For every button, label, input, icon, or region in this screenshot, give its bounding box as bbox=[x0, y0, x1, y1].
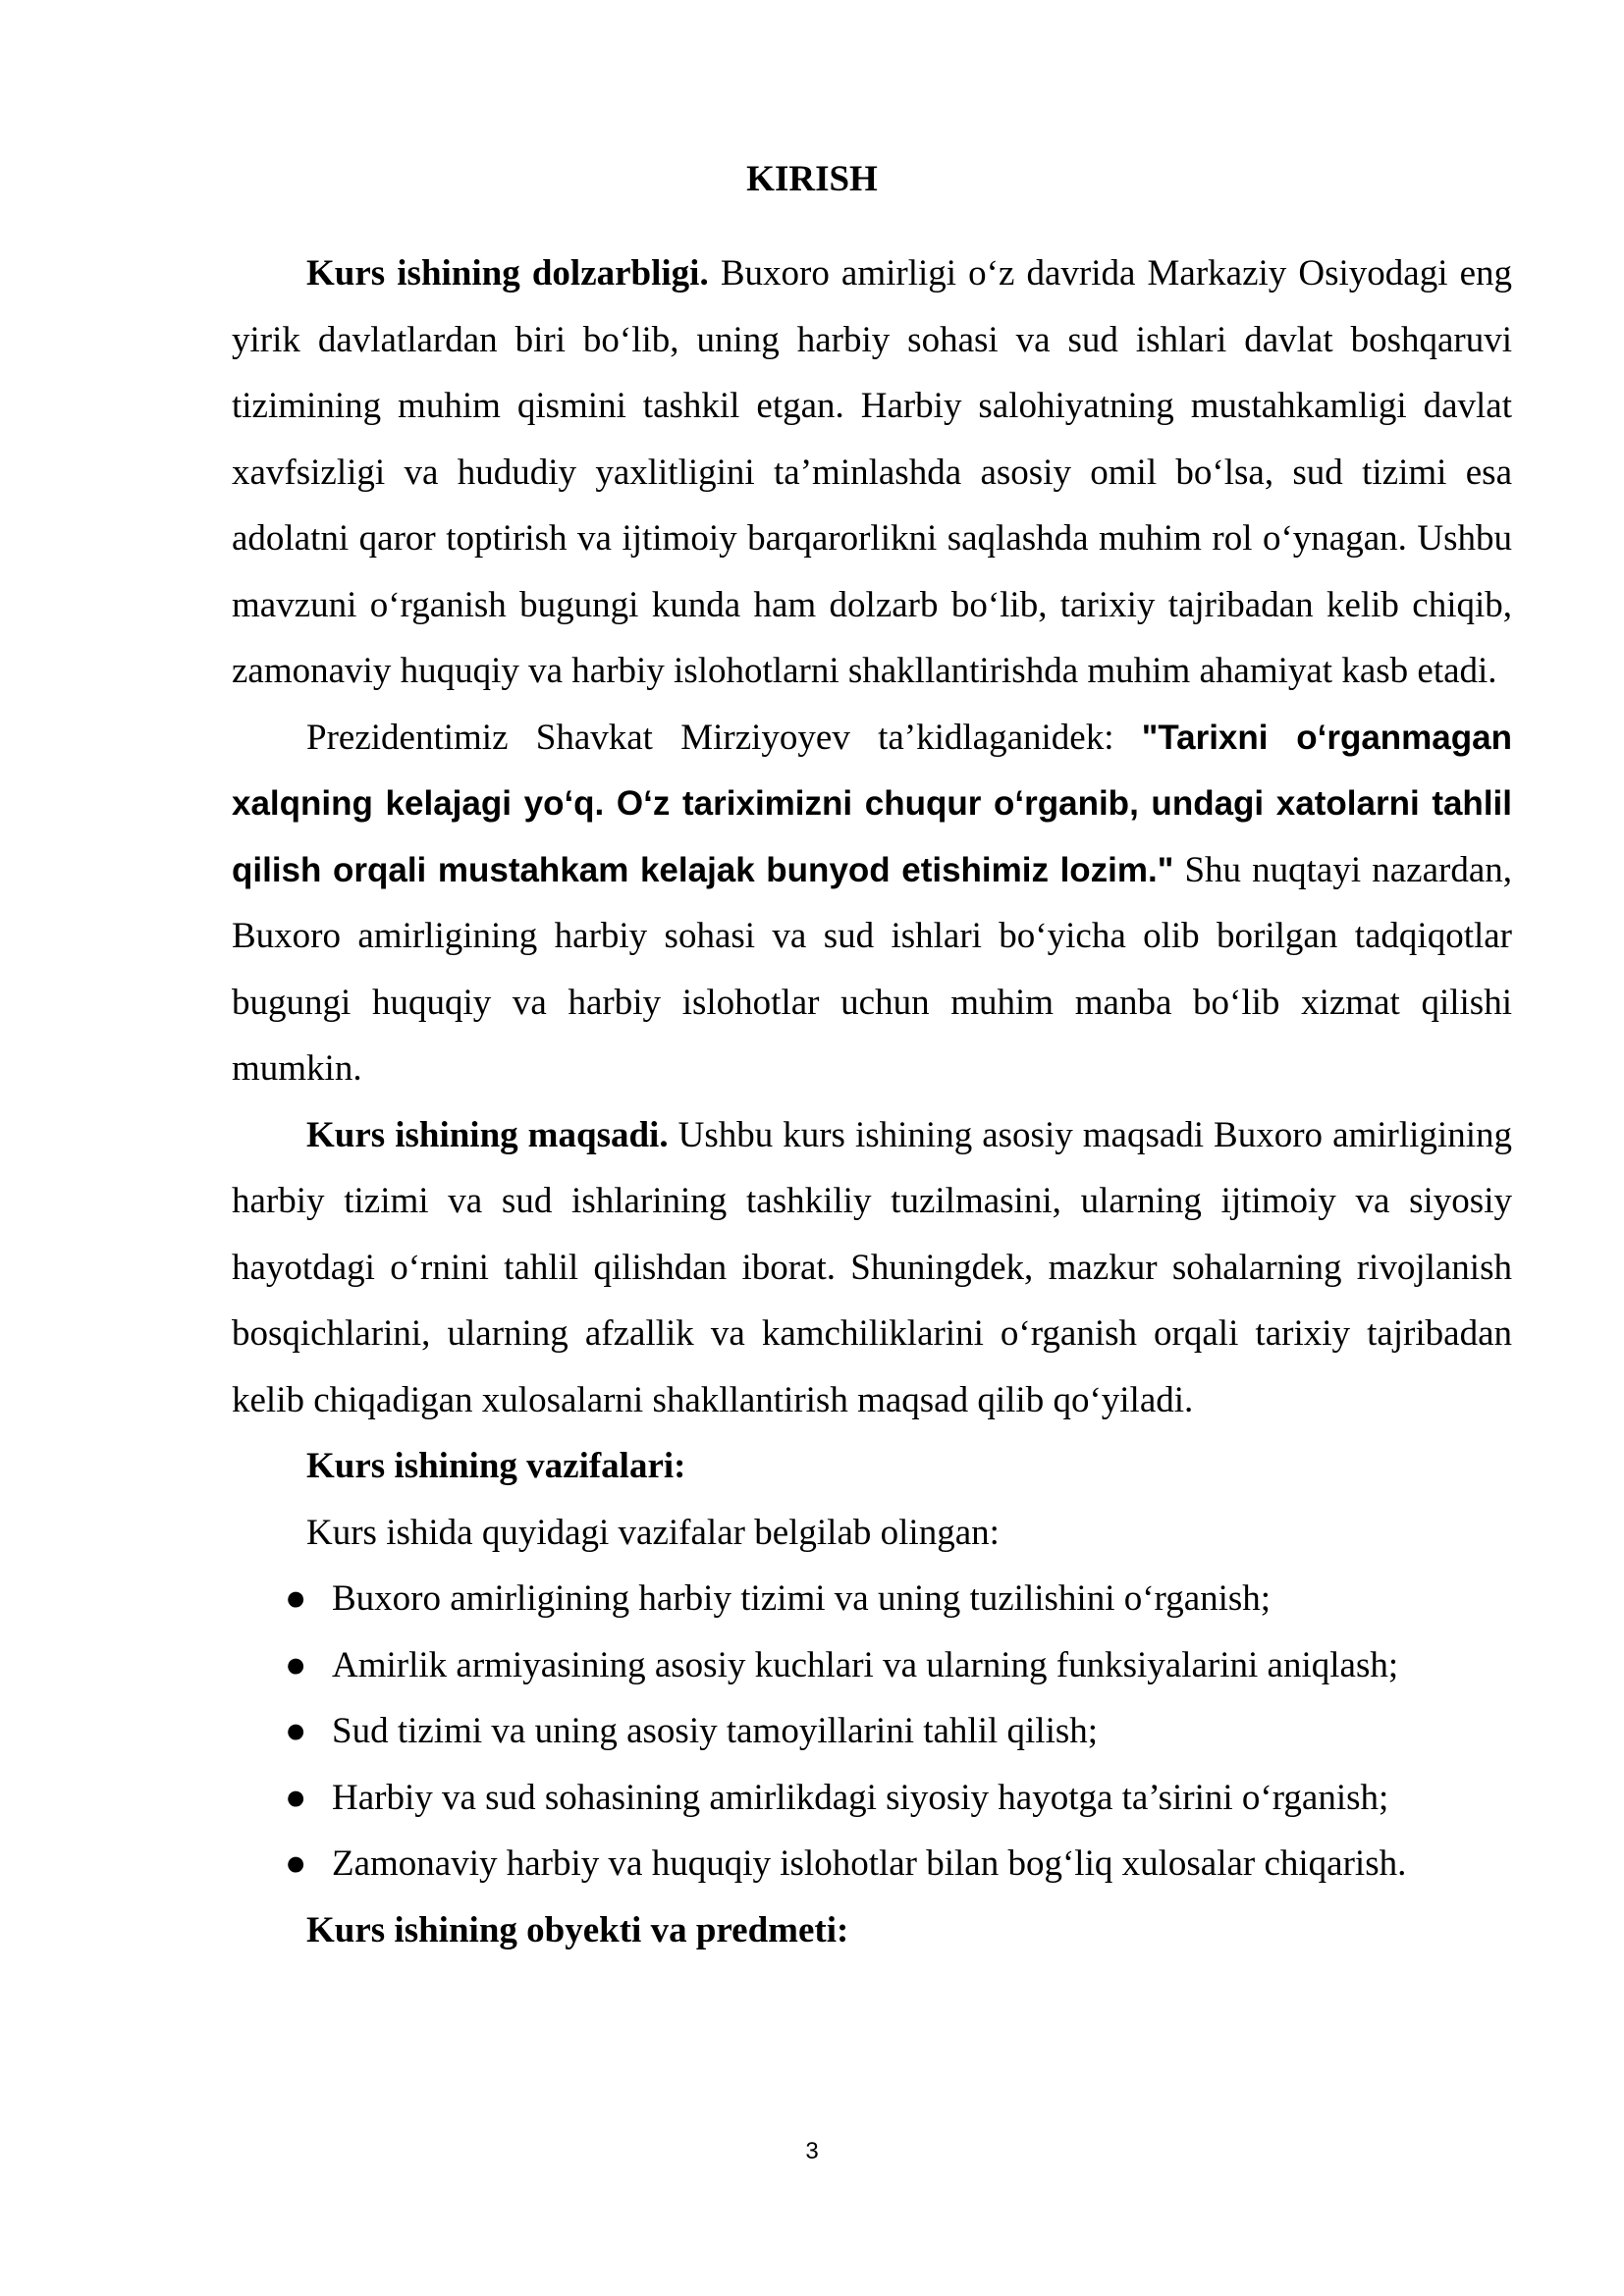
list-item bbox=[232, 1632, 1512, 1699]
tasks-list bbox=[232, 1566, 1512, 1897]
paragraph-goal bbox=[232, 1102, 1512, 1434]
page-title: KIRISH bbox=[746, 159, 878, 199]
relevance-heading: Kurs ishining dolzarbligi. bbox=[306, 253, 709, 294]
goal-heading: Kurs ishining maqsadi. bbox=[306, 1114, 669, 1155]
task-text: Harbiy va sud sohasining amirlikdagi siyosiy hayotga ta’sirini o‘rganish; bbox=[332, 1777, 1389, 1818]
list-item bbox=[232, 1831, 1512, 1897]
task-text: Sud tizimi va uning asosiy tamoyillarini tahlil qilish; bbox=[332, 1711, 1099, 1751]
quote-followup-text: Shu nuqtayi nazardan, Buxoro amirligining harbiy sohasi va sud ishlari bo‘yicha olib borilgan tadqiqotlar bugungi huquqiy va harbiy islohotlar uchun muhim manba bo‘lib xizmat qilishi mumkin. bbox=[232, 849, 1512, 1089]
list-item bbox=[232, 1765, 1512, 1832]
bullet-icon: ● bbox=[285, 1644, 307, 1685]
bullet-icon: ● bbox=[285, 1777, 307, 1818]
document-body bbox=[232, 240, 1512, 1963]
quote-intro: Prezidentimiz Shavkat Mirziyoyev ta’kidlaganidek: bbox=[306, 717, 1142, 758]
list-item bbox=[232, 1698, 1512, 1765]
tasks-intro: Kurs ishida quyidagi vazifalar belgilab olingan: bbox=[306, 1512, 1000, 1553]
bullet-icon: ● bbox=[285, 1578, 307, 1619]
tasks-heading: Kurs ishining vazifalari: bbox=[306, 1446, 686, 1486]
bullet-icon: ● bbox=[285, 1843, 307, 1884]
task-text: Amirlik armiyasining asosiy kuchlari va ularning funksiyalarini aniqlash; bbox=[332, 1644, 1399, 1685]
paragraph-relevance bbox=[232, 240, 1512, 705]
relevance-text: Buxoro amirligi o‘z davrida Markaziy Osiyodagi eng yirik davlatlardan biri bo‘lib, uning harbiy sohasi va sud ishlari davlat boshqaruvi tizimining muhim qismini tashkil etgan. Harbiy salohiyatning mustahkamligi davlat xavfsizligi va hududiy yaxlitligini ta’minlashda asosiy omil bo‘lsa, sud tizimi esa adolatni qaror toptirish va ijtimoiy barqarorlikni saqlashda muhim rol o‘ynagan. Ushbu mavzuni o‘rganish bugungi kunda ham dolzarb bo‘lib, tarixiy tajribadan kelib chiqib, zamonaviy huquqiy va harbiy islohotlarni shakllantirishda muhim ahamiyat kasb etadi. bbox=[232, 253, 1512, 691]
bullet-icon: ● bbox=[285, 1711, 307, 1751]
object-subject-heading: Kurs ishining obyekti va predmeti: bbox=[306, 1909, 849, 1950]
president-quote: "Tarixni o‘rganmagan xalqning kelajagi yo‘q. O‘z tariximizni chuqur o‘rganib, undagi xatolarni tahlil qilish orqali mustahkam kelajak bunyod etishimiz lozim." bbox=[232, 718, 1512, 889]
paragraph-quote bbox=[232, 705, 1512, 1102]
task-text: Buxoro amirligining harbiy tizimi va uning tuzilishini o‘rganish; bbox=[332, 1578, 1272, 1619]
page-number: 3 bbox=[805, 2138, 819, 2164]
goal-text: Ushbu kurs ishining asosiy maqsadi Buxoro amirligining harbiy tizimi va sud ishlarining tashkiliy tuzilmasini, ularning ijtimoiy va siyosiy hayotdagi o‘rnini tahlil qilishdan iborat. Shuningdek, mazkur sohalarning rivojlanish bosqichlarini, ularning afzallik va kamchiliklarini o‘rganish orqali tarixiy tajribadan kelib chiqadigan xulosalarni shakllantirish maqsad qilib qo‘yiladi. bbox=[232, 1114, 1512, 1420]
task-text: Zamonaviy harbiy va huquqiy islohotlar bilan bog‘liq xulosalar chiqarish. bbox=[332, 1843, 1407, 1884]
list-item bbox=[232, 1566, 1512, 1632]
